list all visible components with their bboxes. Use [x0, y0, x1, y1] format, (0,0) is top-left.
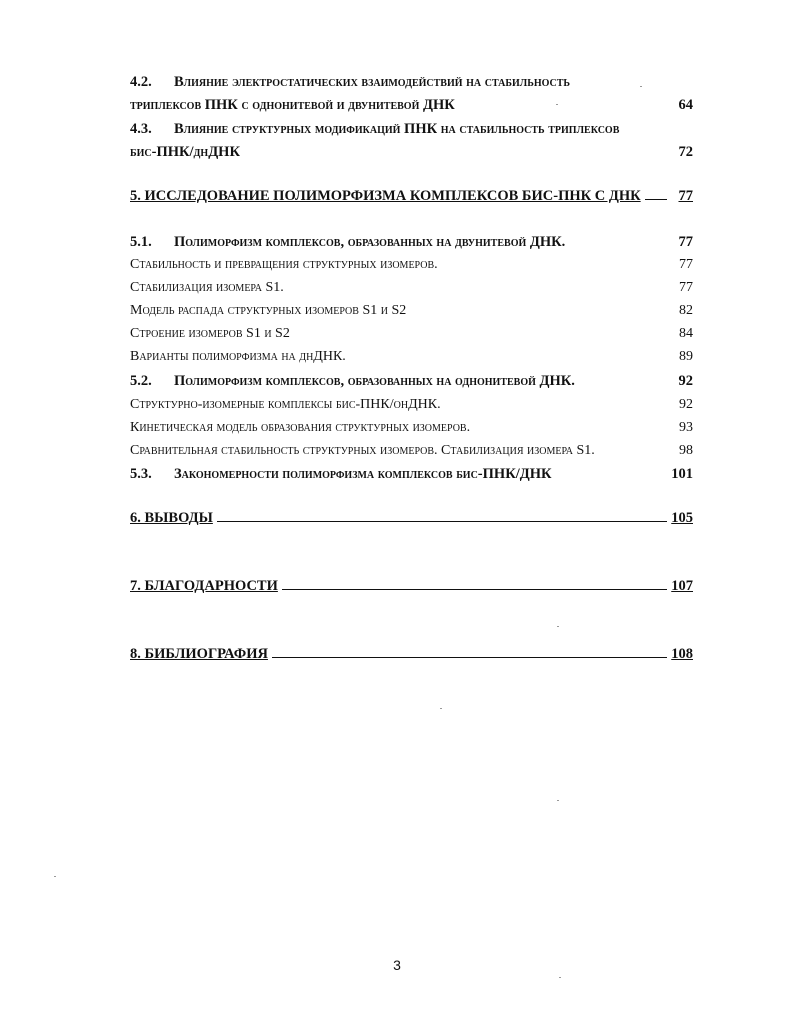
section-number: 5.3.: [130, 466, 152, 482]
page-ref: 64: [678, 97, 693, 113]
scan-speck: [557, 800, 559, 801]
subsection-title: Структурно-изомерные комплексы бис-ПНК/онДНК.: [130, 397, 441, 412]
toc-entry-4-2-cont: [130, 97, 693, 114]
page-number: 3: [393, 957, 401, 973]
subsection-title: Строение изомеров S1 и S2: [130, 326, 290, 341]
page-ref: 77: [678, 234, 693, 250]
leader-line: [272, 657, 667, 658]
page-ref: 93: [679, 420, 693, 435]
section-title: Влияние электростатических взаимодействий на стабильность: [174, 74, 571, 90]
toc-entry-4-3-cont: [130, 144, 693, 161]
leader-line: [217, 521, 667, 522]
subsection-title: Варианты полиморфизма на днДНК.: [130, 349, 346, 364]
scan-speck: [640, 86, 642, 87]
page-ref: 105: [671, 510, 693, 526]
toc-entry-5-3: [130, 466, 693, 483]
page-ref: 107: [671, 578, 693, 594]
page-ref: 77: [678, 188, 693, 204]
page-ref: 82: [679, 303, 693, 318]
toc-subentry: [130, 349, 693, 365]
toc-subentry: [130, 280, 693, 296]
toc-subentry: [130, 397, 693, 413]
page-ref: 72: [678, 144, 693, 160]
toc-entry-4-2: [130, 74, 693, 91]
subsection-title: Сравнительная стабильность структурных изомеров. Стабилизация изомера S1.: [130, 443, 595, 458]
chapter-title: 6. ВЫВОДЫ: [130, 510, 213, 526]
toc-subentry: [130, 257, 693, 273]
subsection-title: Стабилизация изомера S1.: [130, 280, 284, 295]
page-ref: 108: [671, 646, 693, 662]
subsection-title: Стабильность и превращения структурных изомеров.: [130, 257, 438, 272]
section-title-cont: триплексов ПНК с однонитевой и двунитевой ДНК: [130, 97, 455, 113]
section-number: 4.2.: [130, 74, 152, 90]
page-ref: 77: [679, 280, 693, 295]
toc-entry-5-2: [130, 373, 693, 390]
scan-speck: [559, 977, 561, 978]
chapter-title: 5. ИССЛЕДОВАНИЕ ПОЛИМОРФИЗМА КОМПЛЕКСОВ БИС-ПНК С ДНК: [130, 188, 641, 204]
leader-line: [645, 199, 667, 200]
section-title-cont: бис-ПНК/днДНК: [130, 144, 240, 160]
section-number: 4.3.: [130, 121, 152, 137]
toc-chapter-8: [130, 646, 693, 663]
scan-speck: [556, 104, 558, 105]
page-ref: 92: [679, 397, 693, 412]
chapter-title: 8. БИБЛИОГРАФИЯ: [130, 646, 268, 662]
page-ref: 98: [679, 443, 693, 458]
section-title: Полиморфизм комплексов, образованных на двунитевой ДНК.: [174, 234, 566, 250]
section-title: Полиморфизм комплексов, образованных на однонитевой ДНК.: [174, 373, 575, 389]
toc-subentry: [130, 420, 693, 436]
subsection-title: Модель распада структурных изомеров S1 и S2: [130, 303, 407, 318]
section-title: Влияние структурных модификаций ПНК на стабильность триплексов: [174, 121, 620, 137]
leader-line: [282, 589, 667, 590]
page-ref: 89: [679, 349, 693, 364]
toc-chapter-6: [130, 510, 693, 527]
section-title: Закономерности полиморфизма комплексов бис-ПНК/ДНК: [174, 466, 552, 482]
toc-subentry: [130, 303, 693, 319]
page-ref: 77: [679, 257, 693, 272]
section-number: 5.2.: [130, 373, 152, 389]
chapter-title: 7. БЛАГОДАРНОСТИ: [130, 578, 278, 594]
page-ref: 84: [679, 326, 693, 341]
section-number: 5.1.: [130, 234, 152, 250]
toc-subentry: [130, 326, 693, 342]
subsection-title: Кинетическая модель образования структурных изомеров.: [130, 420, 471, 435]
toc-entry-5-1: [130, 234, 693, 251]
page-ref: 92: [678, 373, 693, 389]
scan-speck: [440, 708, 442, 709]
page-ref: 101: [671, 466, 693, 482]
scan-speck: [54, 876, 56, 877]
toc-subentry: [130, 443, 693, 459]
scan-speck: [557, 626, 559, 627]
toc-entry-4-3: [130, 121, 693, 138]
toc-chapter-5: [130, 188, 693, 205]
toc-chapter-7: [130, 578, 693, 595]
